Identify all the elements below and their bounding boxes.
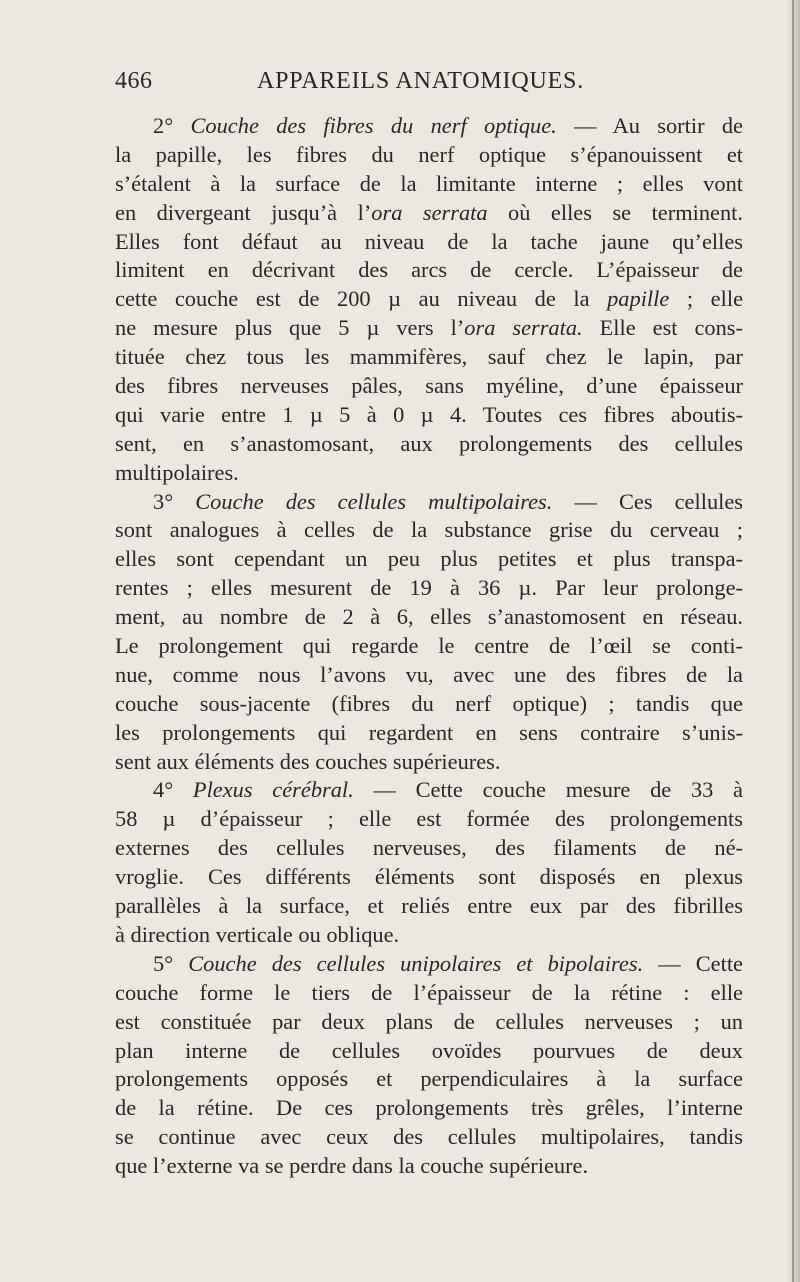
text-run: — Ces cellules bbox=[552, 488, 744, 514]
text-run: rentes ; elles mesurent de 19 à 36 µ. Par leur prolonge- bbox=[115, 575, 743, 601]
page-edge-line bbox=[792, 0, 794, 1282]
text-line bbox=[115, 719, 743, 748]
text-run: couche forme le tiers de l’épaisseur de la rétine : elle bbox=[115, 979, 743, 1005]
text-run: sent aux éléments des couches supérieures. bbox=[115, 748, 501, 774]
text-run: externes des cellules nerveuses, des filaments de né- bbox=[115, 835, 743, 861]
italic-text: Couche des fibres du nerf optique. bbox=[190, 113, 557, 138]
text-run: s’étalent à la surface de la limitante interne ; elles vont bbox=[115, 170, 743, 196]
text-run: ne mesure plus que 5 µ vers l’ bbox=[115, 315, 465, 341]
text-line bbox=[115, 170, 743, 199]
text-line bbox=[115, 1152, 743, 1181]
text-run: Le prolongement qui regarde le centre de l’œil se conti- bbox=[115, 633, 743, 659]
text-line bbox=[115, 199, 743, 228]
text-line bbox=[115, 776, 743, 805]
text-line bbox=[115, 314, 743, 343]
text-run: où elles se terminent. bbox=[487, 199, 743, 225]
text-line bbox=[115, 834, 743, 863]
text-line bbox=[115, 661, 743, 690]
text-line bbox=[115, 112, 743, 141]
text-line bbox=[115, 545, 743, 574]
text-line bbox=[115, 748, 743, 777]
text-run: se continue avec ceux des cellules multipolaires, tandis bbox=[115, 1124, 743, 1150]
text-run: de la rétine. De ces prolongements très grêles, l’interne bbox=[115, 1095, 743, 1121]
text-line bbox=[115, 979, 743, 1008]
text-run: 3° bbox=[153, 488, 196, 514]
text-run: nue, comme nous l’avons vu, avec une des fibres de la bbox=[115, 661, 743, 687]
text-run: qui varie entre 1 µ 5 à 0 µ 4. Toutes ces fibres aboutis- bbox=[115, 401, 743, 427]
page-header bbox=[115, 68, 735, 100]
text-line bbox=[115, 430, 743, 459]
text-run: multipolaires. bbox=[115, 459, 239, 485]
text-run: 5° bbox=[153, 950, 189, 976]
text-run: 58 µ d’épaisseur ; elle est formée des prolongements bbox=[115, 806, 743, 832]
text-run: prolongements opposés et perpendiculaires à la surface bbox=[115, 1066, 743, 1092]
text-line bbox=[115, 1094, 743, 1123]
text-run: sont analogues à celles de la substance grise du cerveau ; bbox=[115, 517, 743, 543]
text-line bbox=[115, 228, 743, 257]
text-line bbox=[115, 459, 743, 488]
text-run: vroglie. Ces différents éléments sont disposés en plexus bbox=[115, 864, 743, 890]
text-run: 2° bbox=[153, 113, 191, 138]
text-line bbox=[115, 1008, 743, 1037]
text-line bbox=[115, 401, 743, 430]
text-run: les prolongements qui regardent en sens contraire s’unis- bbox=[115, 719, 743, 745]
italic-text: Couche des cellules unipolaires et bipolaires. bbox=[188, 950, 644, 976]
text-line bbox=[115, 574, 743, 603]
text-run: que l’externe va se perdre dans la couche supérieure. bbox=[115, 1153, 589, 1179]
text-line bbox=[115, 863, 743, 892]
text-line bbox=[115, 892, 743, 921]
text-run: couche sous-jacente (fibres du nerf optique) ; tandis que bbox=[115, 690, 743, 716]
text-run: la papille, les fibres du nerf optique s’épanouissent et bbox=[115, 141, 743, 167]
running-head: APPAREILS ANATOMIQUES. bbox=[257, 68, 584, 94]
text-run: — Cette bbox=[643, 950, 743, 976]
text-run: des fibres nerveuses pâles, sans myéline, d’une épaisseur bbox=[115, 373, 743, 399]
text-run: sent, en s’anastomosant, aux prolongements des cellules bbox=[115, 430, 743, 456]
text-line bbox=[115, 256, 743, 285]
text-run: ment, au nombre de 2 à 6, elles s’anastomosent en réseau. bbox=[115, 604, 743, 630]
text-run: 4° bbox=[153, 777, 193, 803]
text-run: à direction verticale ou oblique. bbox=[115, 921, 400, 947]
text-line bbox=[115, 141, 743, 170]
text-run: cette couche est de 200 µ au niveau de la bbox=[115, 286, 608, 312]
text-run: est constituée par deux plans de cellules nerveuses ; un bbox=[115, 1008, 743, 1034]
text-run: plan interne de cellules ovoïdes pourvues de deux bbox=[115, 1037, 743, 1063]
text-line bbox=[115, 690, 743, 719]
text-run: limitent en décrivant des arcs de cercle. L’épaisseur de bbox=[115, 257, 743, 283]
text-line bbox=[115, 921, 743, 950]
text-line bbox=[115, 1037, 743, 1066]
text-run: Elle est cons- bbox=[582, 315, 743, 341]
page-number: 466 bbox=[115, 68, 153, 94]
text-run: tituée chez tous les mammifères, sauf chez le lapin, par bbox=[115, 344, 743, 370]
text-line bbox=[115, 516, 743, 545]
italic-text: Couche des cellules multipolaires. bbox=[195, 488, 553, 514]
text-run: — Au sortir de bbox=[556, 113, 743, 138]
italic-text: Plexus cérébral. bbox=[192, 777, 354, 803]
text-line bbox=[115, 632, 743, 661]
text-run: Elles font défaut au niveau de la tache jaune qu’elles bbox=[115, 228, 743, 254]
text-run: en divergeant jusqu’à l’ bbox=[115, 199, 372, 225]
text-run: parallèles à la surface, et reliés entre eux par des fibrilles bbox=[115, 893, 743, 919]
text-run: — Cette couche mesure de 33 à bbox=[353, 777, 743, 803]
body-text bbox=[115, 112, 743, 1181]
italic-text: papille bbox=[607, 286, 670, 312]
text-line bbox=[115, 1065, 743, 1094]
text-line bbox=[115, 343, 743, 372]
italic-text: ora serrata bbox=[371, 199, 488, 225]
text-line bbox=[115, 950, 743, 979]
text-line bbox=[115, 1123, 743, 1152]
text-run: ; elle bbox=[669, 286, 744, 312]
italic-text: ora serrata. bbox=[464, 315, 583, 341]
text-line bbox=[115, 488, 743, 517]
text-line bbox=[115, 285, 743, 314]
text-line bbox=[115, 372, 743, 401]
text-line bbox=[115, 805, 743, 834]
text-run: elles sont cependant un peu plus petites et plus transpa- bbox=[115, 546, 743, 572]
text-line bbox=[115, 603, 743, 632]
